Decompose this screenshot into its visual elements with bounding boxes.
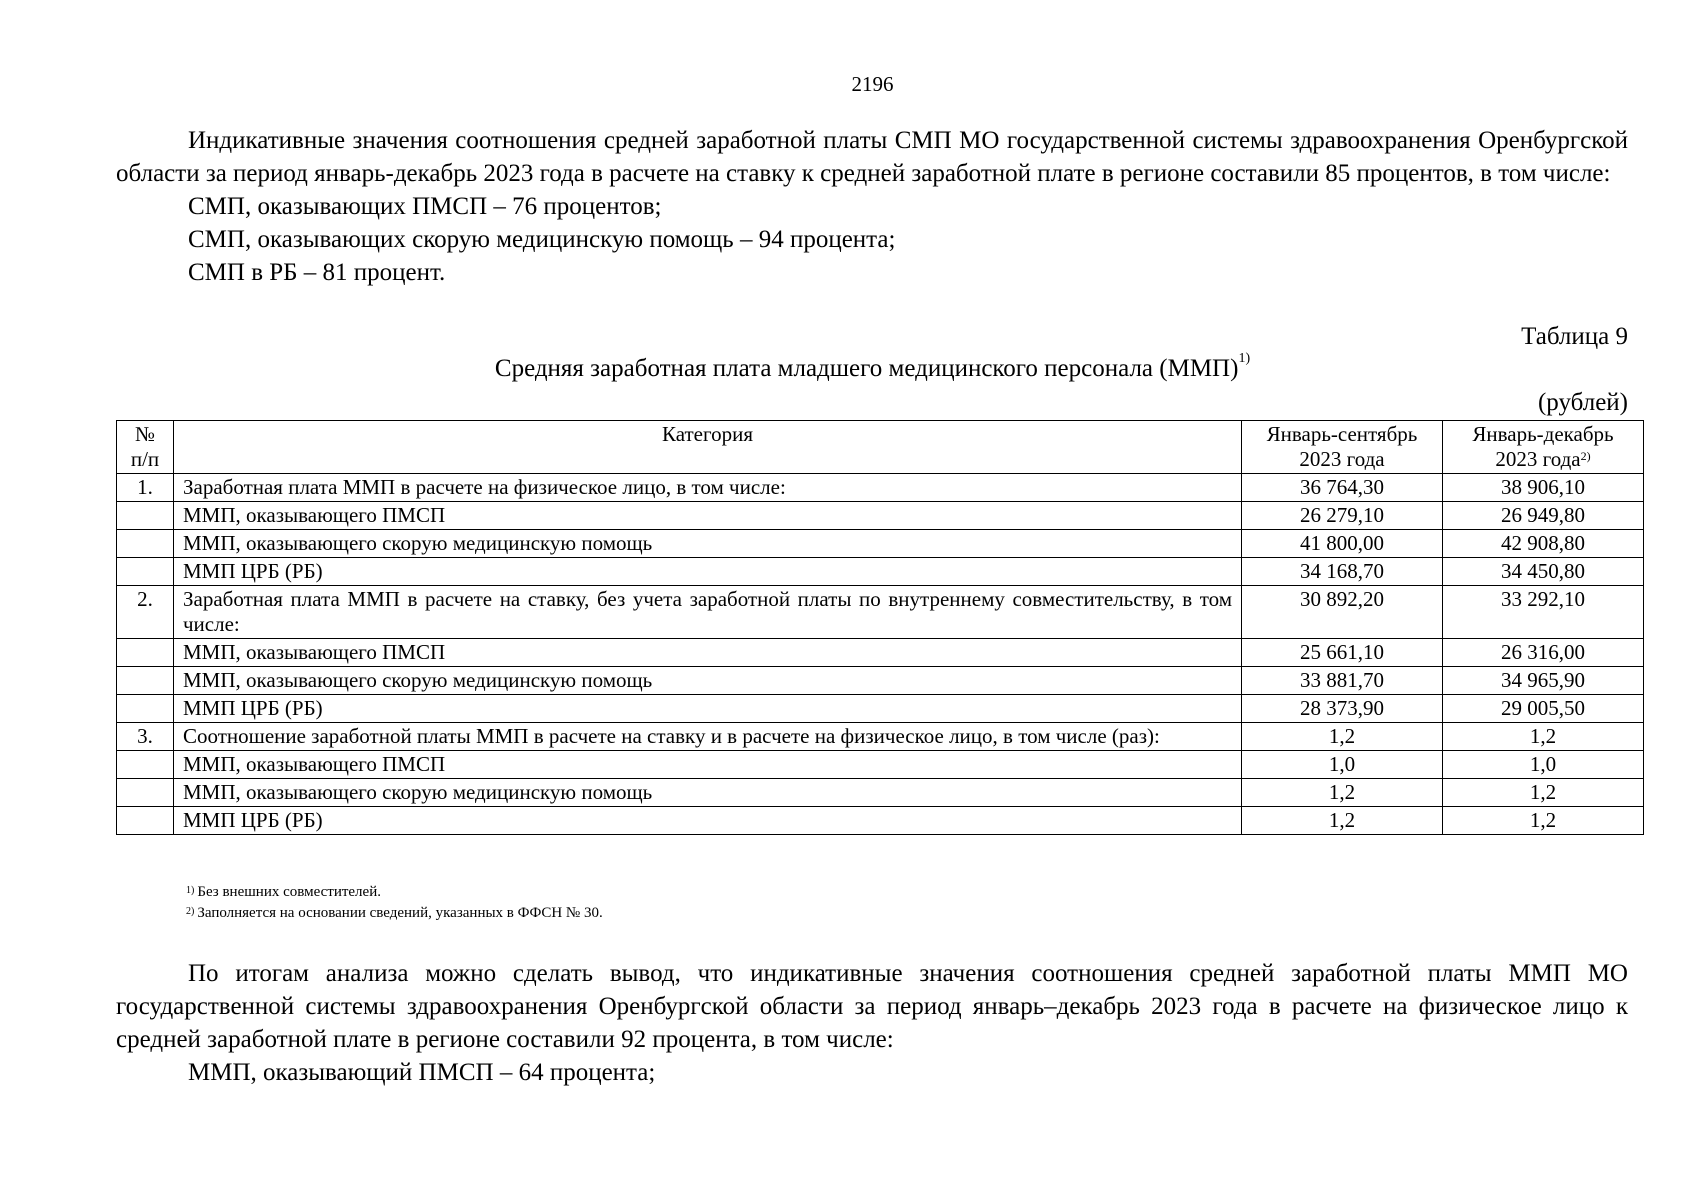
footnote-1-text: Без внешних совместителей.	[197, 884, 381, 900]
row-category: ММП, оказывающего скорую медицинскую помощь	[174, 779, 1242, 807]
row-jan-sep-value: 41 800,00	[1242, 530, 1443, 558]
intro-item-rb: СМП в РБ – 81 процент.	[188, 259, 446, 286]
row-jan-dec-value: 1,2	[1443, 779, 1644, 807]
row-num	[117, 779, 174, 807]
row-category: ММП, оказывающего ПМСП	[174, 502, 1242, 530]
row-category: ММП ЦРБ (РБ)	[174, 558, 1242, 586]
table-row	[117, 586, 1644, 639]
salary-table	[116, 420, 1644, 835]
table-row	[117, 530, 1644, 558]
row-jan-dec-value: 1,2	[1443, 807, 1644, 835]
row-jan-dec-value: 34 450,80	[1443, 558, 1644, 586]
table-title-text: Средняя заработная плата младшего медицинского персонала (ММП)	[494, 355, 1239, 382]
row-jan-dec-value: 1,0	[1443, 751, 1644, 779]
table-units: (рублей)	[1537, 389, 1628, 416]
row-num: 3.	[117, 723, 174, 751]
table-row	[117, 558, 1644, 586]
row-category: Заработная плата ММП в расчете на физическое лицо, в том числе:	[174, 474, 1242, 502]
table-row	[117, 751, 1644, 779]
table-label: Таблица 9	[1521, 323, 1628, 350]
table-title	[0, 351, 1697, 383]
row-category: ММП, оказывающего ПМСП	[174, 751, 1242, 779]
row-jan-sep-value: 25 661,10	[1242, 639, 1443, 667]
row-jan-sep-value: 33 881,70	[1242, 667, 1443, 695]
row-category: ММП, оказывающего скорую медицинскую помощь	[174, 530, 1242, 558]
row-num	[117, 695, 174, 723]
row-num	[117, 530, 174, 558]
page-number: 2196	[851, 72, 894, 96]
row-jan-sep-value: 1,2	[1242, 779, 1443, 807]
intro-section	[116, 124, 1628, 289]
row-num	[117, 502, 174, 530]
row-jan-sep-value: 1,2	[1242, 723, 1443, 751]
header-jan-dec-text: Январь-декабрь 2023 года	[1472, 422, 1614, 471]
table-row	[117, 779, 1644, 807]
table-header-row	[117, 421, 1644, 474]
table-row	[117, 695, 1644, 723]
footnote-1	[186, 882, 603, 903]
footnote-2-text: Заполняется на основании сведений, указанных в ФФСН № 30.	[197, 905, 603, 921]
intro-item-emergency: СМП, оказывающих скорую медицинскую помощь – 94 процента;	[188, 226, 896, 253]
row-category: Заработная плата ММП в расчете на ставку, без учета заработной платы по внутреннему совместительству, в том числе:	[174, 586, 1242, 639]
header-num: № п/п	[117, 421, 174, 474]
row-category: ММП ЦРБ (РБ)	[174, 695, 1242, 723]
row-num	[117, 667, 174, 695]
row-num: 1.	[117, 474, 174, 502]
footnote-2-mark: 2)	[186, 906, 195, 917]
conclusion-item-pmsp: ММП, оказывающий ПМСП – 64 процента;	[188, 1059, 656, 1086]
row-jan-dec-value: 26 949,80	[1443, 502, 1644, 530]
row-num	[117, 807, 174, 835]
header-jan-dec	[1443, 421, 1644, 474]
row-category: ММП, оказывающего ПМСП	[174, 639, 1242, 667]
table-row	[117, 807, 1644, 835]
row-num: 2.	[117, 586, 174, 639]
row-jan-dec-value: 34 965,90	[1443, 667, 1644, 695]
table-row	[117, 723, 1644, 751]
table-row	[117, 474, 1644, 502]
header-jan-sep: Январь-сентябрь 2023 года	[1242, 421, 1443, 474]
header-category: Категория	[174, 421, 1242, 474]
footnotes	[186, 882, 603, 924]
conclusion-section	[116, 957, 1628, 1089]
footnote-1-mark: 1)	[186, 885, 195, 896]
row-num	[117, 558, 174, 586]
row-num	[117, 639, 174, 667]
row-jan-sep-value: 30 892,20	[1242, 586, 1443, 639]
table-row	[117, 639, 1644, 667]
row-category: ММП, оказывающего скорую медицинскую помощь	[174, 667, 1242, 695]
table-row	[117, 502, 1644, 530]
row-jan-dec-value: 38 906,10	[1443, 474, 1644, 502]
row-jan-dec-value: 29 005,50	[1443, 695, 1644, 723]
row-category: ММП ЦРБ (РБ)	[174, 807, 1242, 835]
row-jan-sep-value: 26 279,10	[1242, 502, 1443, 530]
row-jan-dec-value: 33 292,10	[1443, 586, 1644, 639]
row-jan-sep-value: 34 168,70	[1242, 558, 1443, 586]
row-jan-sep-value: 36 764,30	[1242, 474, 1443, 502]
row-num	[117, 751, 174, 779]
header-jan-dec-footnote-mark: 2)	[1580, 449, 1591, 463]
intro-paragraph: Индикативные значения соотношения средней заработной платы СМП МО государственной системы здравоохранения Оренбургской области за период январь-декабрь 2023 года в расчете на ставку к средней заработной плате в регионе составили 85 процентов, в том числе:	[116, 127, 1628, 187]
row-jan-sep-value: 1,2	[1242, 807, 1443, 835]
row-jan-sep-value: 1,0	[1242, 751, 1443, 779]
row-jan-dec-value: 1,2	[1443, 723, 1644, 751]
intro-item-pmsp: СМП, оказывающих ПМСП – 76 процентов;	[188, 193, 662, 220]
row-jan-dec-value: 26 316,00	[1443, 639, 1644, 667]
table-row	[117, 667, 1644, 695]
row-jan-sep-value: 28 373,90	[1242, 695, 1443, 723]
footnote-2	[186, 903, 603, 924]
table-title-footnote-mark: 1)	[1238, 351, 1251, 366]
row-jan-dec-value: 42 908,80	[1443, 530, 1644, 558]
row-category: Соотношение заработной платы ММП в расчете на ставку и в расчете на физическое лицо, в том числе (раз):	[174, 723, 1242, 751]
conclusion-paragraph: По итогам анализа можно сделать вывод, что индикативные значения соотношения средней заработной платы ММП МО государственной системы здравоохранения Оренбургской области за период январь–декабрь 2023 года в расчете на физическое лицо к средней заработной плате в регионе составили 92 процента, в том числе:	[116, 960, 1628, 1053]
